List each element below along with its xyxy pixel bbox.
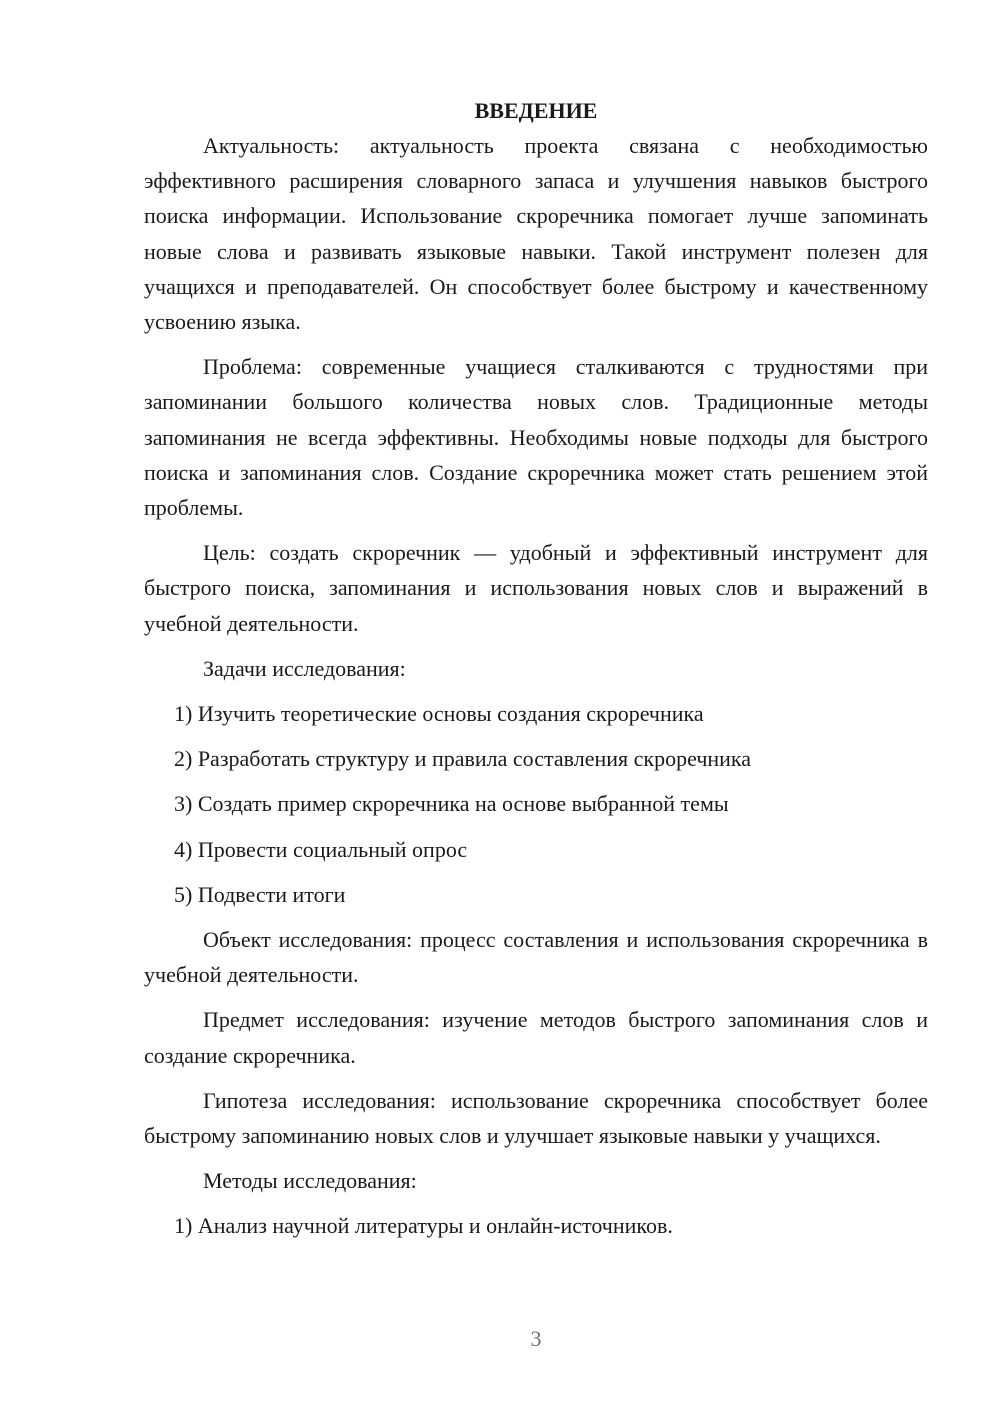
page-number: 3 — [530, 1326, 542, 1351]
list-item: 1) Анализ научной литературы и онлайн-источников. — [174, 1213, 673, 1239]
subject-paragraph: Предмет исследования: изучение методов быстрого запоминания слов и создание скроречника. — [144, 1007, 928, 1068]
methods-list — [144, 1208, 928, 1243]
relevance-paragraph: Актуальность: актуальность проекта связана с необходимостью эффективного расширения словарного запаса и улучшения навыков быстрого поиска информации. Использование скроречника помогает лучше запоминать новые слова и развивать языковые навыки. Такой инструмент полезен для учащихся и преподавателей. Он способствует более быстрому и качественному усвоению языка. — [144, 133, 928, 335]
list-item: 1) Изучить теоретические основы создания скроречника — [174, 701, 704, 727]
problem-paragraph: Проблема: современные учащиеся сталкиваются с трудностями при запоминании большого количества новых слов. Традиционные методы запоминания не всегда эффективны. Необходимы новые подходы для быстрого поиска и запоминания слов. Создание скроречника может стать решением этой проблемы. — [144, 354, 928, 521]
list-item: 3) Создать пример скроречника на основе выбранной темы — [174, 791, 729, 817]
list-item: 2) Разработать структуру и правила составления скроречника — [174, 746, 752, 772]
object-paragraph: Объект исследования: процесс составления и использования скроречника в учебной деятельности. — [144, 927, 928, 988]
methods-heading: Методы исследования: — [203, 1168, 417, 1194]
list-item: 5) Подвести итоги — [174, 881, 346, 907]
list-item: 4) Провести социальный опрос — [174, 836, 468, 862]
goal-paragraph: Цель: создать скроречник — удобный и эффективный инструмент для быстрого поиска, запоминания и использования новых слов и выражений в учебной деятельности. — [144, 540, 928, 636]
tasks-heading: Задачи исследования: — [203, 655, 406, 681]
hypothesis-paragraph: Гипотеза исследования: использование скроречника способствует более быстрому запоминанию новых слов и улучшает языковые навыки у учащихся. — [144, 1087, 928, 1149]
tasks-list — [144, 696, 928, 912]
section-heading: ВВЕДЕНИЕ — [474, 98, 598, 123]
page-content — [144, 96, 928, 1254]
